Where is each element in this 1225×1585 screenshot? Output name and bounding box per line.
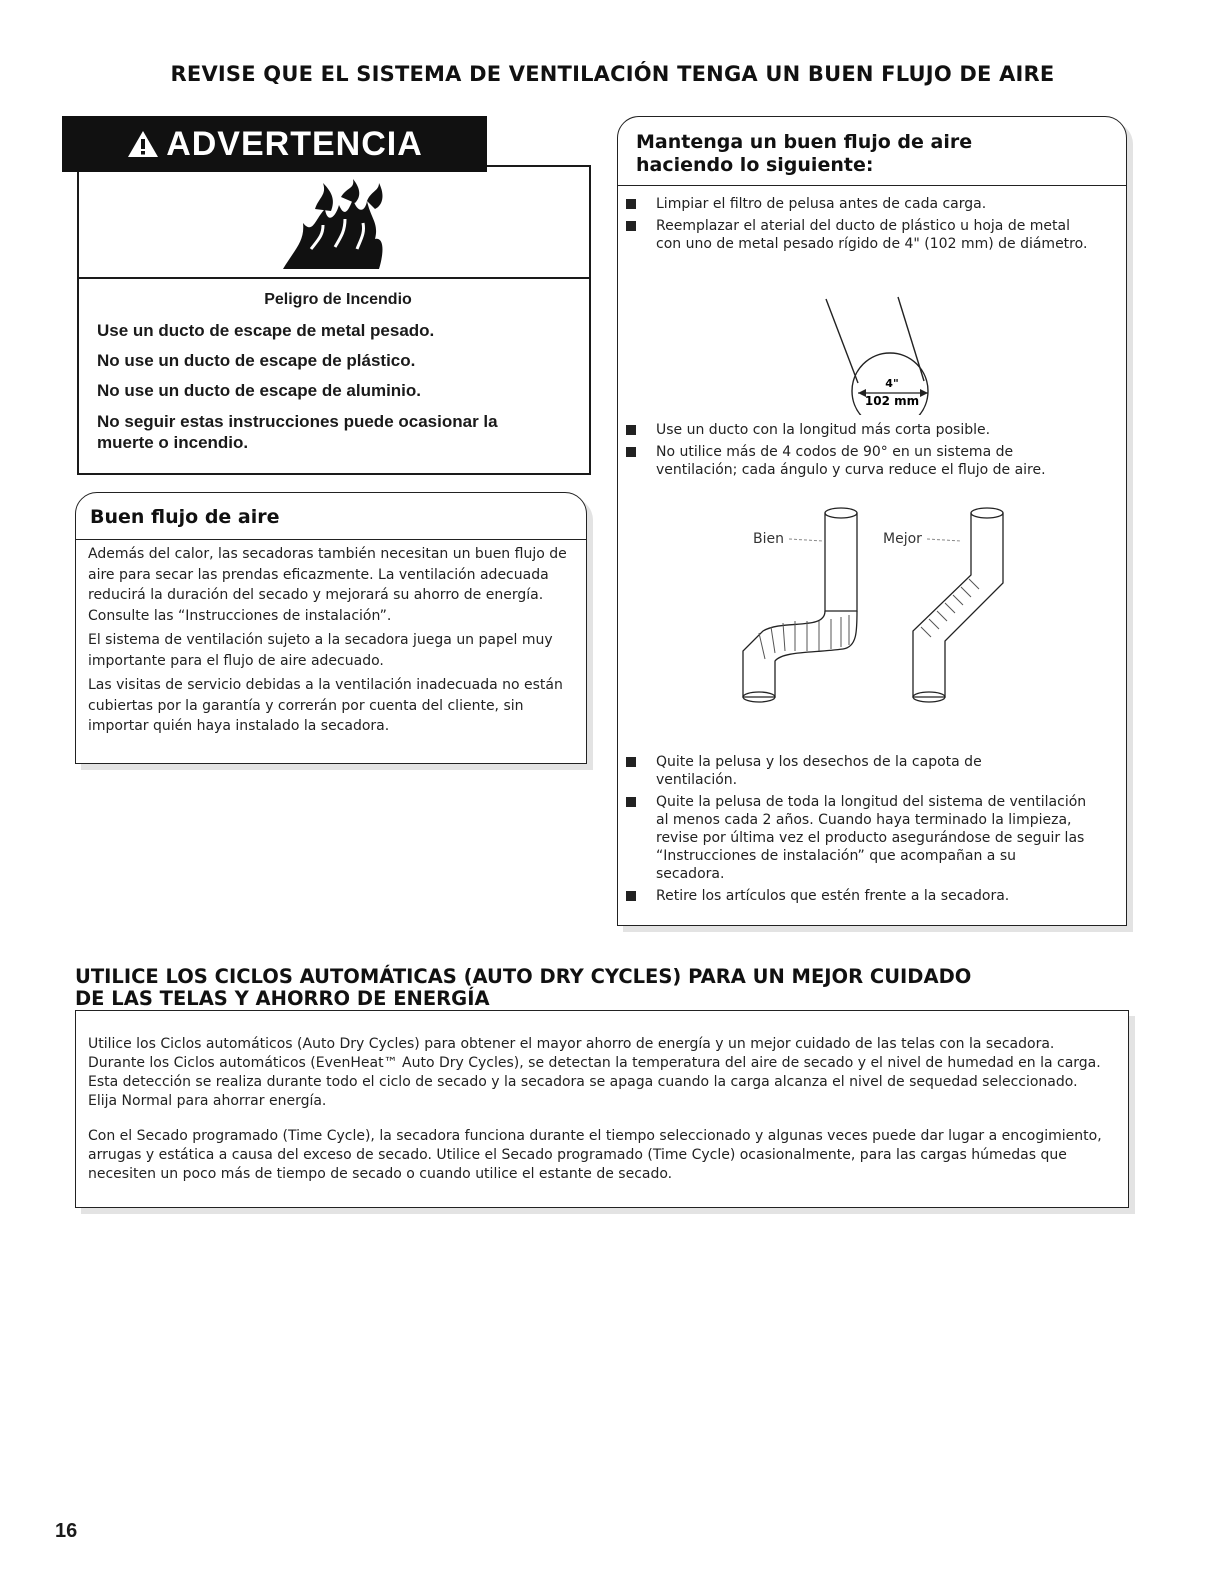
warning-divider xyxy=(79,277,589,279)
warning-header xyxy=(62,116,487,172)
warning-line: No use un ducto de escape de aluminio. xyxy=(97,381,422,400)
list-item: Use un ducto con la longitud más corta posible. xyxy=(618,421,1088,439)
airflow-paragraph: El sistema de ventilación sujeto a la secadora juega un papel muy importante para el flujo de aire adecuado. xyxy=(88,632,553,669)
page-number: 16 xyxy=(55,1520,78,1542)
label-good: Bien xyxy=(753,531,784,547)
maintain-box xyxy=(617,116,1127,926)
auto-title-line: UTILICE LOS CICLOS AUTOMÁTICAS (AUTO DRY CYCLES) PARA UN MEJOR CUIDADO xyxy=(75,965,972,988)
list-item: Quite la pelusa de toda la longitud del sistema de ventilación al menos cada 2 años. Cuando haya terminado la limpieza, revise por última vez el producto asegurándose de seguir las “Instrucciones de instalación” que acompañan a su secadora. xyxy=(618,793,1088,883)
auto-section-box xyxy=(75,1010,1129,1208)
airflow-box xyxy=(75,492,587,764)
maintain-title-line: haciendo lo siguiente: xyxy=(636,154,874,176)
warning-header-label: ADVERTENCIA xyxy=(166,124,423,163)
warning-heading: Peligro de Incendio xyxy=(264,291,412,308)
warning-triangle-icon xyxy=(126,129,160,159)
maintain-title-line: Mantenga un buen flujo de aire xyxy=(636,131,973,153)
auto-section-title xyxy=(75,966,1035,1010)
fire-icon xyxy=(275,179,395,271)
list-item: No utilice más de 4 codos de 90° en un sistema de ventilación; cada ángulo y curva reduce el flujo de aire. xyxy=(618,443,1088,479)
airflow-box-title: Buen flujo de aire xyxy=(90,506,280,528)
page-title: REVISE QUE EL SISTEMA DE VENTILACIÓN TENGA UN BUEN FLUJO DE AIRE xyxy=(170,62,1055,86)
auto-paragraph: Utilice los Ciclos automáticos (Auto Dry Cycles) para obtener el mayor ahorro de energía y un mejor cuidado de las telas con la secadora. Durante los Ciclos automáticos (EvenHeat™ Auto Dry Cycles), se detectan la temperatura del aire de secado y el nivel de humedad en la carga. Esta detección se realiza durante todo el ciclo de secado y la secadora se apaga cuando la carga alcanza el nivel de sequedad seleccionado. Elija Normal para ahorrar energía. xyxy=(88,1036,1101,1109)
list-item: Quite la pelusa y los desechos de la capota de ventilación. xyxy=(618,753,986,789)
warning-box xyxy=(77,165,591,475)
warning-line: No use un ducto de escape de plástico. xyxy=(97,351,416,370)
label-better: Mejor xyxy=(883,531,922,547)
warning-line: Use un ducto de escape de metal pesado. xyxy=(97,321,435,340)
list-item: Limpiar el filtro de pelusa antes de cada carga. xyxy=(618,195,1088,213)
auto-title-line: DE LAS TELAS Y AHORRO DE ENERGÍA xyxy=(75,987,490,1010)
airflow-paragraph: Además del calor, las secadoras también necesitan un buen flujo de aire para secar las prendas eficazmente. La ventilación adecuada reducirá la duración del secado y mejorará su ahorro de energía. Consulte las “Instrucciones de instalación”. xyxy=(88,546,567,624)
elbow-comparison-diagram xyxy=(723,501,1023,721)
duct-diameter-diagram xyxy=(814,295,954,415)
duct-label-inches: 4" xyxy=(885,377,899,390)
auto-paragraph: Con el Secado programado (Time Cycle), la secadora funciona durante el tiempo seleccionado y algunas veces puede dar lugar a encogimiento, arrugas y estática a causa del exceso de secado. Utilice el Secado programado (Time Cycle) ocasionalmente, para las cargas húmedas que necesiten un poco más de tiempo de secado o cuando utilice el estante de secado. xyxy=(88,1128,1102,1182)
duct-label-mm: 102 mm xyxy=(864,394,920,408)
airflow-paragraph: Las visitas de servicio debidas a la ventilación inadecuada no están cubiertas por la garantía y correrán por cuenta del cliente, sin importar quién haya instalado la secadora. xyxy=(88,677,563,734)
warning-line: No seguir estas instrucciones puede ocasionar la muerte o incendio. xyxy=(97,412,498,452)
list-item: Reemplazar el aterial del ducto de plástico u hoja de metal con uno de metal pesado rígido de 4" (102 mm) de diámetro. xyxy=(618,217,1088,253)
list-item: Retire los artículos que estén frente a la secadora. xyxy=(618,887,1088,905)
